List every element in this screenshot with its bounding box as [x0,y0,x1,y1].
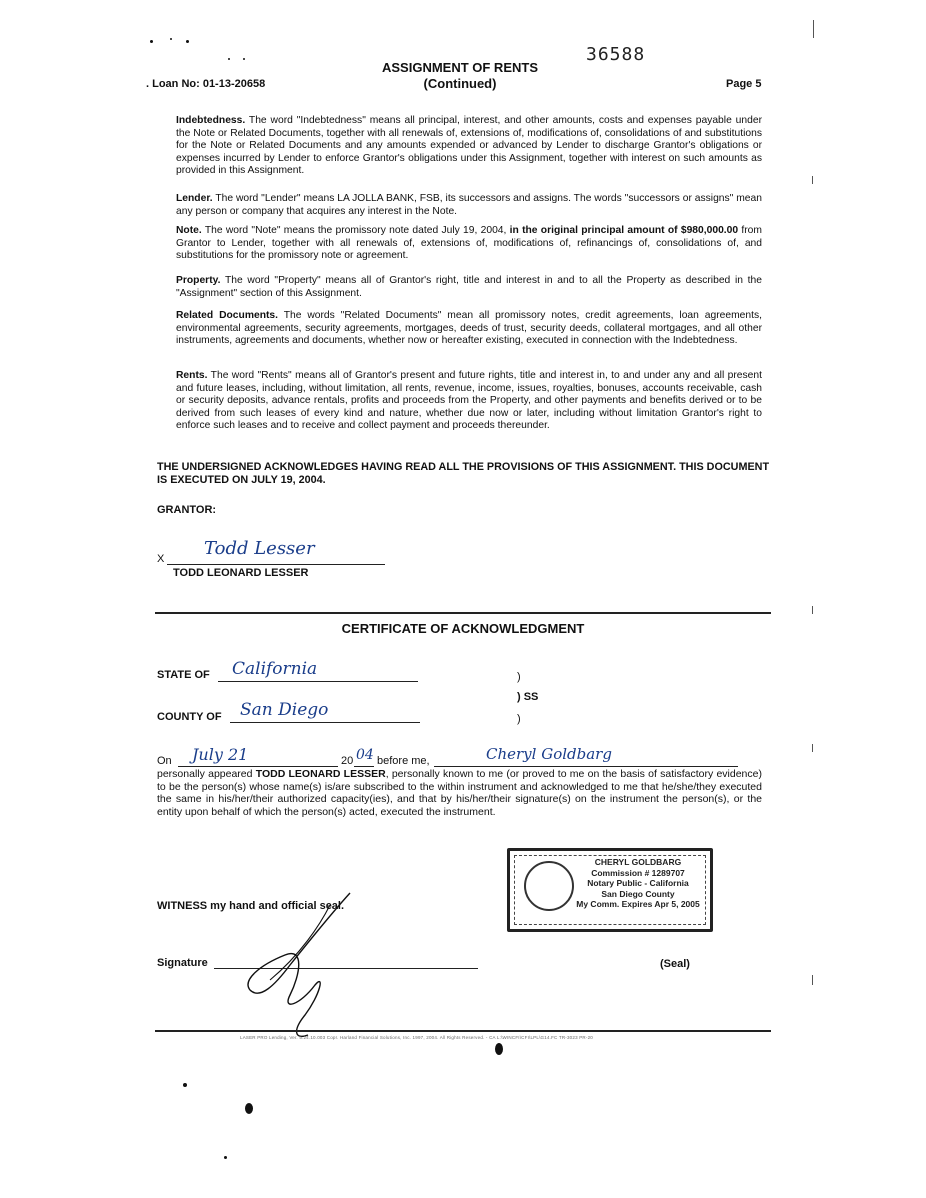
loan-number: . Loan No: 01-13-20658 [146,78,266,90]
definition-text: The word "Note" means the promissory note dated July 19, 2004, [201,225,510,236]
seal-line: Notary Public - California [587,878,689,888]
bracket-paren: ) [517,713,521,725]
seal-line: CHERYL GOLDBARG [594,857,682,867]
scan-speck [245,1103,253,1114]
definition-term: Lender. [176,193,213,204]
certificate-body-text: personally appeared TODD LEONARD LESSER, personally known to me (or proved to me on the basis of satisfactory evidence) to be the person(s) whose name(s) is/are subscribed to the within instrument and acknowledged to me that he/she/they executed the same in his/her/their authorized capacity(ies), and that by his/her/their signature(s) on the instrument the person(s), or the entity upon behalf of which the person(s) acted, executed the instrument. [157,768,762,819]
notary-signature [230,885,380,1050]
scan-mark [812,975,813,985]
definition-note [176,225,762,263]
definition-text: The words "Related Documents" mean all promissory notes, credit agreements, loan agreements, environmental agreements, security agreements, mortgages, deeds of trust, security deeds, collateral mortgages, and all other instruments, agreements and documents, whether now or hereafter existing, executed in connection with the Indebtedness. [176,310,762,347]
definition-term: Related Documents. [176,310,279,321]
definition-bold-text: in the original principal amount of $980,000.00 [509,225,739,236]
definition-term: Property. [176,275,221,286]
definition-text: The word "Indebtedness" means all principal, interest, and other amounts, costs and expenses payable under the Note or Related Documents, together with all renewals of, extensions of, modifications of, consolidations of and substitutions for the Note or Related Documents and any amounts expended or advanced by Lender to discharge Grantor's obligations or expenses incurred by Lender to enforce Grantor's obligations under this Assignment, together with interest on such amounts as provided in this Assignment. [176,115,762,177]
grantor-name: TODD LEONARD LESSER [173,567,309,579]
certificate-title: CERTIFICATE OF ACKNOWLEDGMENT [341,621,585,636]
witness-statement: WITNESS my hand and official seal. [157,900,345,912]
definition-property [176,275,762,300]
state-label: STATE OF [157,669,210,681]
x-mark: X [157,553,165,565]
page-number: Page 5 [726,78,762,90]
definition-indebtedness [176,115,762,178]
footer-text: LASER PRO Lending, Ver. 5.24.10.003 Copr. Harland Financial Solutions, Inc. 1997, 2004. All Rights Reserved. - CA L:\WINCFI\CFI\LPL\G14.FC TR-3023 PR-20 [240,1035,593,1040]
seal-line: San Diego County [601,888,675,899]
scan-speck [228,58,230,60]
seal-line: Commission # 1289707 [591,867,685,878]
definition-term: Rents. [176,370,208,381]
scan-mark [812,744,813,752]
definition-lender [176,193,762,218]
definition-term: Indebtedness. [176,115,246,126]
grantor-label: GRANTOR: [157,504,217,516]
definition-text: The word "Rents" means all of Grantor's present and future rights, title and interest in, to and under any and all present and future leases, including, without limitation, all rents, revenue, income, issues, royalties, bonuses, accounts receivable, cash or security deposits, advance rentals, profits and proceeds from the Property, and other payments and benefits derived or to be derived from such leases of every kind and nature, whether due now or later, including without limitation Grantor's right to enforce such leases and to receive and collect payment and proceeds thereunder. [176,370,762,432]
scan-speck [186,40,189,43]
grantor-signature-line [167,564,385,565]
footer-divider [155,1030,771,1032]
seal-text [572,857,704,910]
before-me-label: before me, [377,755,430,767]
county-label: COUNTY OF [157,711,222,723]
scan-mark [812,606,813,614]
certificate-body [157,768,762,819]
definition-related-documents [176,310,762,348]
acknowledgement-statement: THE UNDERSIGNED ACKNOWLEDGES HAVING READ ALL THE PROVISIONS OF THIS ASSIGNMENT. THIS DOCUMENT IS EXECUTED ON JULY 19, 2004. [157,461,770,486]
seal-line: My Comm. Expires Apr 5, 2005 [576,899,700,909]
section-divider [155,612,771,614]
scan-speck [224,1156,227,1159]
date-handwritten: July 21 [192,745,249,764]
year-handwritten: 04 [356,747,374,763]
date-line [178,766,338,767]
year-line [354,766,374,767]
grantor-signature: Todd Lesser [204,538,315,559]
signature-label: Signature [157,957,208,969]
scan-speck [495,1043,503,1055]
state-seal-icon [524,861,574,911]
document-subtitle: (Continued) [423,76,497,91]
definition-term: Note. [176,225,202,236]
definition-text: The word "Lender" means LA JOLLA BANK, FSB, its successors and assigns. The words "successors or assigns" mean any person or company that acquires any interest in the Note. [176,193,762,217]
document-title: ASSIGNMENT OF RENTS [381,60,538,75]
state-line [218,681,418,682]
on-label: On [157,755,172,767]
year-prefix: 20 [341,755,354,767]
notary-seal [507,848,713,932]
scan-speck [243,58,245,60]
stamp-number: 36588 [586,44,646,65]
definition-rents [176,370,762,433]
scan-mark [813,20,814,38]
scan-speck [170,38,172,40]
seal-label: (Seal) [660,958,690,970]
scan-speck [183,1083,187,1087]
county-line [230,722,420,723]
state-handwritten: California [232,659,318,679]
notary-handwritten: Cheryl Goldbarg [486,745,612,763]
county-handwritten: San Diego [240,700,329,720]
scan-speck [150,40,153,43]
bracket-paren: ) [517,671,521,683]
ss-label: ) SS [517,691,539,703]
appearing-party-name: TODD LEONARD LESSER [255,768,386,780]
definition-text: The word "Property" means all of Grantor's right, title and interest in and to all the Property as described in the "Assignment" section of this Assignment. [176,275,762,299]
scan-mark [812,176,813,184]
notary-name-line [434,766,738,767]
definition-text: from Grantor to Lender, together with all renewals of, extensions of, modifications of, refinancings of, consolidations of, and substitutions for the promissory note or agreement. [176,225,762,262]
